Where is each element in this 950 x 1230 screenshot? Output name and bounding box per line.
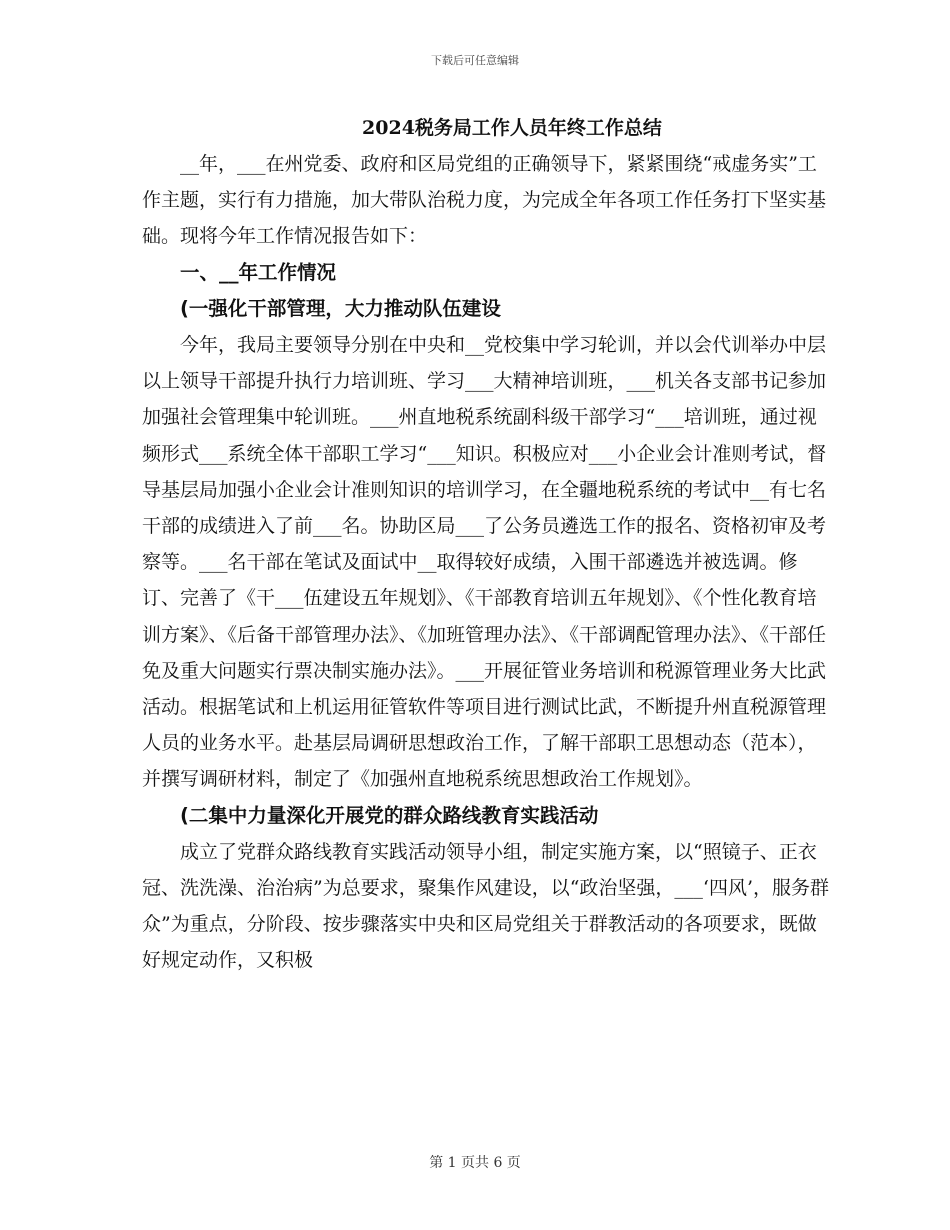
- page-indicator: 第 1 页共 6 页: [429, 1155, 521, 1171]
- header-note: 下载后可任意编辑: [431, 54, 519, 67]
- subsection-1-body: 今年，我局主要领导分别在中央和__党校集中学习轮训，并以会代训举办中层以上领导干部提升执行力培训班、学习___大精神培训班，___机关各支部书记参加加强社会管理集中轮训班。___州直地税系统副科级干部学习“___培训班，通过视频形式___系统全体干部职工学习“___知识。积极应对___小企业会计准则考试，督导基层局加强小企业会计准则知识的培训学习，在全疆地税系统的考试中__有七名干部的成绩进入了前___名。协助区局___了公务员遴选工作的报名、资格初审及考察等。___名干部在笔试及面试中__取得较好成绩，入围干部遴选并被选调。修订、完善了《干___伍建设五年规划》、《干部教育培训五年规划》、《个性化教育培训方案》、《后备干部管理办法》、《加班管理办法》、《干部调配管理办法》、《干部任免及重大问题实行票决制实施办法》。___开展征管业务培训和税源管理业务大比武活动。根据笔试和上机运用征管软件等项目进行测试比武，不断提升州直税源管理人员的业务水平。赴基层局调研思想政治工作，了解干部职工思想动态（范本），并撰写调研材料，制定了《加强州直地税系统思想政治工作规划》。: [142, 334, 827, 791]
- section-heading-1: 一、__年工作情况: [180, 260, 337, 284]
- subsection-2-body: 成立了党群众路线教育实践活动领导小组，制定实施方案，以“照镜子、正衣冠、洗洗澡、治治病”为总要求，聚集作风建设，以“政治坚强，___‘四风’，服务群众”为重点，分阶段、按步骤落实中央和区局党组关于群教活动的各项要求，既做好规定动作，又积极: [142, 840, 830, 972]
- intro-paragraph: __年，___在州党委、政府和区局党组的正确领导下，紧紧围绕“戒虚务实”工作主题，实行有力措施，加大带队治税力度，为完成全年各项工作任务打下坚实基础。现将今年工作情况报告如下：: [142, 153, 827, 248]
- subsection-heading-2: (二集中力量深化开展党的群众路线教育实践活动: [180, 803, 599, 827]
- document-content: [142, 112, 832, 979]
- document-title: 2024税务局工作人员年终工作总结: [362, 117, 662, 139]
- subsection-heading-1: (一强化干部管理，大力推动队伍建设: [180, 296, 501, 320]
